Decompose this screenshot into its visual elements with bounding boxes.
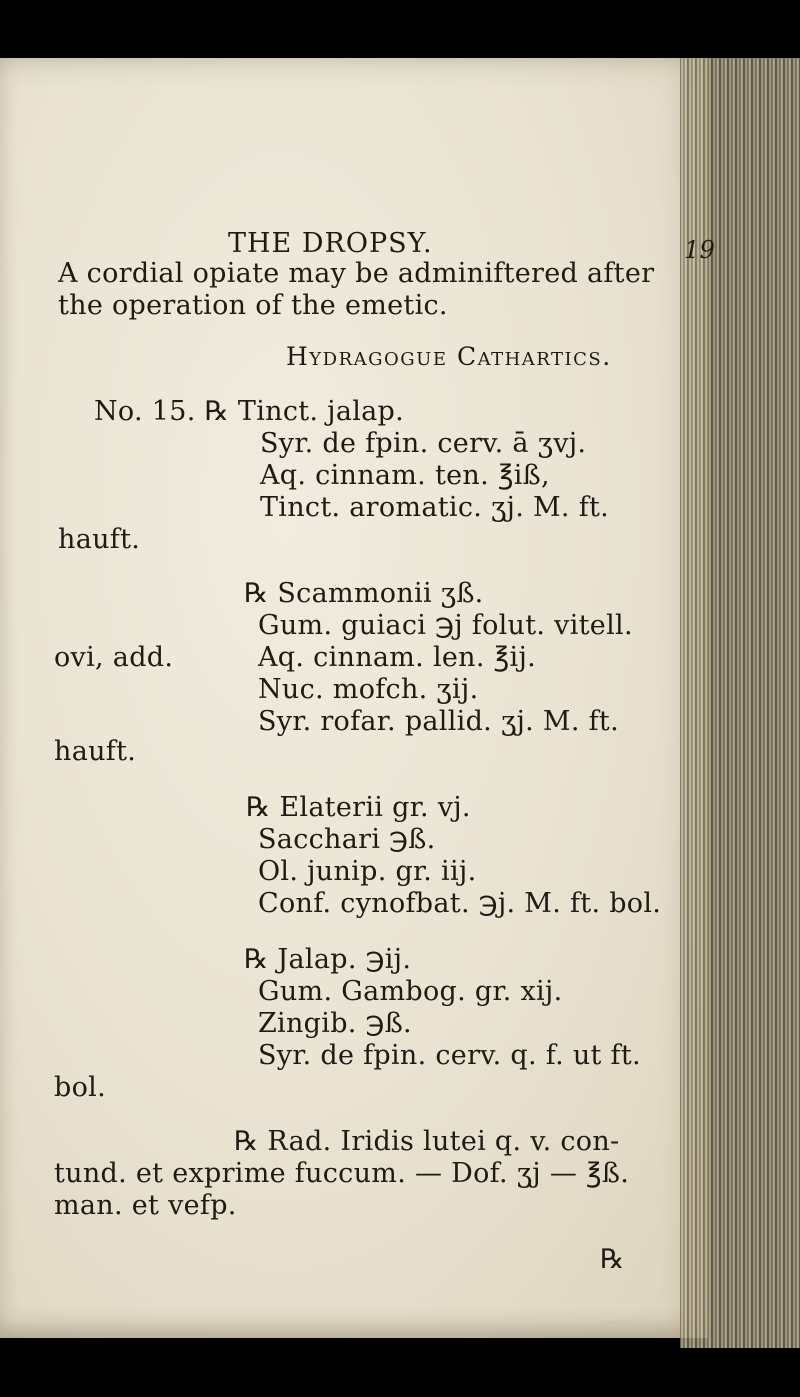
recipe5-line1: ℞ Rad. Iridis lutei q. v. con- [234,1126,620,1157]
catchword: ℞ [600,1244,625,1275]
running-head: THE DROPSY. [228,228,433,259]
recipe2-line4: Nuc. mofch. ʒij. [258,674,479,705]
recipe2-line3a: ovi, add. [54,642,174,673]
recipe5-line3: man. et vefp. [54,1190,237,1221]
recipe3-line3: Ol. junip. gr. iij. [258,856,477,887]
recipe2-line5: Syr. rofar. pallid. ʒj. M. ft. [258,706,619,737]
recipe1-line5: hauft. [58,524,141,555]
recipe1-line3: Aq. cinnam. ten. ℥iß, [260,460,550,491]
recipe2-line1: ℞ Scammonii ʒß. [244,578,484,609]
recipe4-line2: Gum. Gambog. gr. xij. [258,976,563,1007]
section-title: Hydragogue Cathartics. [286,342,612,371]
recipe3-line4: Conf. cynofbat. ℈j. M. ft. bol. [258,888,662,919]
page-number: 19 [684,236,716,264]
recipe4-line5: bol. [54,1072,106,1103]
intro-line-1: A cordial opiate may be adminiftered after [58,258,655,289]
intro-line-2: the operation of the emetic. [58,290,448,321]
recipe5-line2: tund. et exprime fuccum. — Dof. ʒj — ℥ß. [54,1158,630,1189]
recipe3-line1: ℞ Elaterii gr. vj. [246,792,471,823]
recipe1-line2: Syr. de fpin. cerv. ā ʒvj. [260,428,587,459]
recipe2-line2: Gum. guiaci ℈j folut. vitell. [258,610,633,641]
recipe4-line3: Zingib. ℈ß. [258,1008,412,1039]
recipe1-line4: Tinct. aromatic. ʒj. M. ft. [260,492,610,523]
recipe4-line4: Syr. de fpin. cerv. q. f. ut ft. [258,1040,641,1071]
recipe1-line1: No. 15. ℞ Tinct. jalap. [94,396,405,427]
recipe2-line3b: Aq. cinnam. len. ℥ij. [258,642,537,673]
recipe3-line2: Sacchari ℈ß. [258,824,436,855]
recipe4-line1: ℞ Jalap. ℈ij. [244,944,412,975]
recipe2-line6: hauft. [54,736,137,767]
